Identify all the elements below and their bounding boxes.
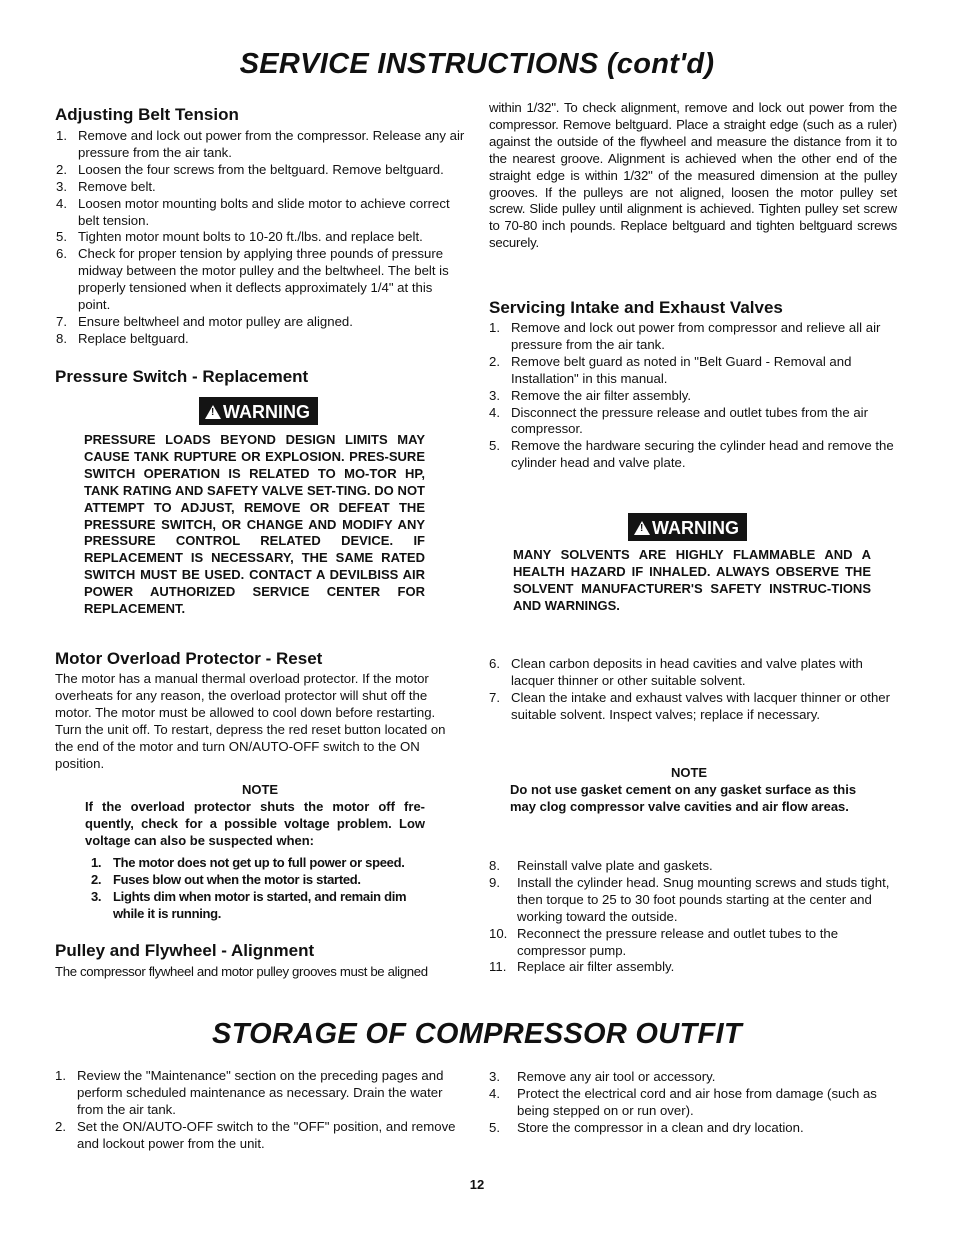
list-item-number: 5.	[56, 229, 67, 245]
list-item	[56, 179, 465, 196]
list-item-text: Clean the intake and exhaust valves with lacquer thinner or other suitable solvent. Inspect valves; replace if necessary.	[511, 689, 890, 722]
list-item	[489, 1069, 897, 1086]
list-item-number: 6.	[56, 246, 67, 262]
list-item-number: 11.	[489, 959, 507, 975]
pressure-warning-text: PRESSURE LOADS BEYOND DESIGN LIMITS MAY CAUSE TANK RUPTURE OR EXPLOSION. PRES-SURE SWITCH OPERATION IS RELATED TO MO-TOR HP, TANK RATING AND SAFETY VALVE SET-TING. DO NOT ATTEMPT TO ADJUST, REMOVE OR DEFEAT THE PRESSURE SWITCH, OR CHANGE AND MODIFY ANY PRESSURE CONTROL RELATED DEVICE. IF REPLACEMENT IS NECESSARY, THE SAME RATED SWITCH MUST BE USED. CONTACT A DEVILBISS AIR POWER AUTHORIZED SERVICE CENTER FOR REPLACEMENT.	[84, 432, 425, 617]
warning-label: WARNING	[223, 402, 310, 422]
list-item-number: 5.	[489, 1119, 500, 1135]
list-item	[489, 438, 897, 472]
list-item-text: Store the compressor in a clean and dry location.	[517, 1119, 804, 1135]
valves-list-a	[489, 320, 897, 472]
valves-heading: Servicing Intake and Exhaust Valves	[489, 298, 783, 317]
list-item-text: Remove the air filter assembly.	[511, 387, 692, 403]
motor-overload-heading: Motor Overload Protector - Reset	[55, 649, 323, 668]
list-item-text: Fuses blow out when the motor is started.	[113, 871, 361, 887]
valves-note-head: NOTE	[670, 765, 708, 780]
motor-note-head: NOTE	[241, 782, 279, 797]
list-item	[56, 331, 465, 348]
list-item	[56, 314, 465, 331]
list-item-number: 10.	[489, 925, 508, 941]
warning-icon: !	[205, 405, 221, 419]
list-item	[489, 959, 897, 976]
pressure-switch-heading: Pressure Switch - Replacement	[55, 367, 309, 386]
list-item-text: Remove belt.	[78, 178, 156, 194]
list-item-text: Remove the hardware securing the cylinder head and remove the cylinder head and valve plate.	[511, 438, 894, 471]
list-item	[91, 855, 431, 872]
valves-list-c	[489, 858, 897, 976]
storage-list-right	[489, 1069, 897, 1137]
list-item	[489, 656, 897, 690]
list-item-text: Remove and lock out power from the compressor. Release any air pressure from the air tank.	[78, 128, 465, 160]
list-item-text: Replace beltguard.	[78, 330, 189, 346]
list-item	[55, 1119, 465, 1153]
motor-note-body: If the overload protector shuts the motor off fre-quently, check for a possible voltage problem. Low voltage can also be suspected when:	[85, 799, 425, 848]
warning-badge	[199, 397, 318, 425]
storage-list-left	[55, 1068, 465, 1153]
warning-icon: !	[634, 521, 650, 535]
list-item	[56, 229, 465, 246]
list-item-text: Ensure beltwheel and motor pulley are aligned.	[78, 313, 353, 329]
list-item	[489, 690, 897, 724]
list-item-number: 1.	[489, 320, 500, 335]
list-item-number: 4.	[489, 1085, 500, 1101]
list-item	[489, 1120, 897, 1137]
list-item-text: Protect the electrical cord and air hose from damage (such as being stepped on or run over).	[517, 1085, 877, 1118]
list-item-text: Check for proper tension by applying three pounds of pressure midway between the motor pulley and the beltwheel. The belt is properly tensioned when it deflects approximately 1/4" at this point.	[78, 246, 449, 313]
solvent-warning-text: MANY SOLVENTS ARE HIGHLY FLAMMABLE AND A HEALTH HAZARD IF INHALED. ALWAYS OBSERVE THE SOLVENT MANUFACTURER'S SAFETY INSTRUC-TIONS AND WARNINGS.	[513, 547, 871, 613]
list-item-text: Set the ON/AUTO-OFF switch to the "OFF" position, and remove and lockout power from the unit.	[77, 1118, 456, 1151]
list-item-number: 8.	[489, 858, 500, 873]
list-item-text: The motor does not get up to full power or speed.	[113, 855, 405, 870]
list-item-number: 1.	[91, 855, 102, 870]
motor-overload-body: The motor has a manual thermal overload protector. If the motor overheats for any reason, the overload protector will shut off the motor. The motor must be allowed to cool down before restarting. Turn the unit off. To restart, depress the red reset button located on the end of the motor and turn ON/AUTO-OFF switch to the ON position.	[55, 671, 446, 771]
list-item-number: 1.	[56, 128, 67, 143]
list-item-text: Reinstall valve plate and gaskets.	[517, 858, 713, 873]
list-item-number: 2.	[91, 871, 102, 887]
page-number: 12	[469, 1177, 485, 1192]
list-item-text: Review the "Maintenance" section on the preceding pages and perform scheduled maintenance as necessary. Drain the water from the air tank.	[77, 1068, 444, 1117]
valves-list-a-wrap	[489, 320, 897, 472]
list-item	[91, 889, 431, 923]
list-item-text: Remove and lock out power from compressor and relieve all air pressure from the air tank.	[511, 320, 881, 352]
list-item-text: Reconnect the pressure release and outlet tubes to the compressor pump.	[517, 925, 839, 958]
storage-left-wrap	[55, 1068, 465, 1153]
list-item-number: 4.	[489, 404, 500, 420]
list-item-number: 9.	[489, 874, 500, 890]
list-item-text: Remove any air tool or accessory.	[517, 1069, 716, 1084]
list-item	[91, 872, 431, 889]
valves-list-b-wrap	[489, 656, 897, 724]
list-item-text: Disconnect the pressure release and outlet tubes from the air compressor.	[511, 404, 868, 437]
list-item-number: 8.	[56, 330, 67, 346]
warning-badge-2	[628, 513, 747, 541]
list-item	[489, 405, 897, 439]
storage-right-wrap	[489, 1069, 897, 1137]
valves-list-b	[489, 656, 897, 724]
list-item	[56, 246, 465, 314]
valves-note-body: Do not use gasket cement on any gasket surface as this may clog compressor valve cavities and air flow areas.	[510, 782, 857, 814]
page-title: SERVICE INSTRUCTIONS (cont'd)	[239, 48, 715, 80]
list-item-number: 2.	[489, 353, 500, 369]
list-item-text: Tighten motor mount bolts to 10-20 ft./lbs. and replace belt.	[78, 229, 423, 245]
list-item-number: 3.	[489, 387, 500, 403]
list-item-number: 2.	[56, 161, 67, 177]
list-item	[489, 388, 897, 405]
list-item-number: 3.	[91, 888, 102, 904]
pulley-body-continued: within 1/32". To check alignment, remove and lock out power from the compressor. Remove beltguard. Place a straight edge (such as a ruler) against the outside of the flywheel and measure the distance from it to the nearest groove. Alignment is achieved when the other end of the straight edge is within 1/32" of the measured dimension at the pulley grooves. If the pulleys are not aligned, loosen the motor pulley set screw. Slide pulley until alignment is achieved. Tighten pulley set screw to 70-80 inch pounds. Replace beltguard and tighten beltguard screws securely.	[489, 100, 897, 251]
belt-tension-heading: Adjusting Belt Tension	[55, 105, 239, 124]
valves-list-c-wrap	[489, 858, 897, 976]
list-item	[489, 926, 897, 960]
list-item	[55, 1068, 465, 1119]
pulley-body-start: The compressor flywheel and motor pulley grooves must be aligned	[55, 964, 428, 979]
list-item-number: 3.	[56, 178, 67, 194]
list-item-text: Remove belt guard as noted in "Belt Guard - Removal and Installation" in this manual.	[511, 353, 852, 386]
list-item	[56, 128, 465, 162]
motor-note-list	[91, 855, 431, 923]
list-item	[489, 354, 897, 388]
list-item	[489, 1086, 897, 1120]
list-item-text: Install the cylinder head. Snug mounting screws and studs tight, then torque to 25 to 30 foot pounds starting at the center and working toward the outside.	[517, 874, 890, 924]
list-item-text: Replace air filter assembly.	[517, 959, 675, 975]
list-item-number: 2.	[55, 1118, 66, 1134]
belt-tension-list	[56, 128, 465, 348]
list-item	[56, 162, 465, 179]
belt-tension-list-wrap	[56, 128, 465, 348]
list-item-number: 1.	[55, 1068, 66, 1083]
list-item-number: 7.	[489, 689, 500, 705]
list-item-number: 4.	[56, 195, 67, 211]
list-item-text: Loosen the four screws from the beltguard. Remove beltguard.	[78, 161, 444, 177]
list-item-text: Lights dim when motor is started, and remain dim while it is running.	[113, 888, 407, 921]
list-item-number: 6.	[489, 656, 500, 671]
list-item	[489, 875, 897, 926]
list-item-text: Loosen motor mounting bolts and slide motor to achieve correct belt tension.	[78, 195, 450, 228]
list-item-number: 3.	[489, 1069, 500, 1084]
warning-label: WARNING	[652, 518, 739, 538]
list-item	[489, 320, 897, 354]
list-item-number: 5.	[489, 438, 500, 454]
list-item	[489, 858, 897, 875]
list-item-text: Clean carbon deposits in head cavities and valve plates with lacquer thinner or other suitable solvent.	[511, 656, 863, 688]
storage-title: STORAGE OF COMPRESSOR OUTFIT	[212, 1018, 742, 1050]
list-item	[56, 196, 465, 230]
pulley-heading: Pulley and Flywheel - Alignment	[55, 941, 315, 960]
list-item-number: 7.	[56, 313, 67, 329]
motor-note-list-wrap	[91, 855, 431, 923]
